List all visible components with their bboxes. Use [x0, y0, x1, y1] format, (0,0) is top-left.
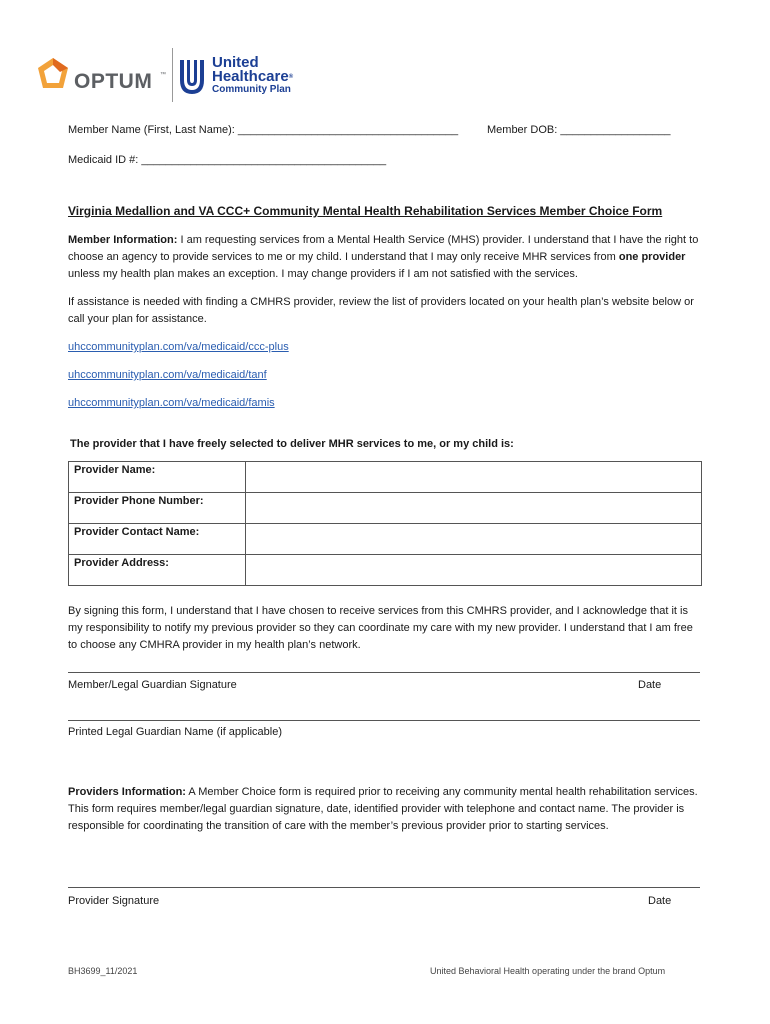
member-information-lead: Member Information: [68, 234, 178, 246]
uhc-logo-icon [178, 56, 206, 96]
provider-phone-input[interactable] [246, 493, 702, 524]
provider-date-label: Date [648, 895, 672, 907]
provider-intro: The provider that I have freely selected to deliver MHR services to me, or my child is: [70, 438, 514, 450]
optum-wordmark: OPTUM [74, 70, 153, 93]
member-signature-line[interactable] [68, 672, 700, 673]
medicaid-id-field[interactable]: Medicaid ID #: ________________________________________ [68, 154, 387, 166]
member-information-paragraph [68, 232, 702, 283]
member-name-field[interactable]: Member Name (First, Last Name): ____________________________________ [68, 124, 459, 136]
link-ccc-plus-text[interactable]: uhccommunityplan.com/va/medicaid/ccc-plus [68, 341, 289, 353]
provider-signature-label: Provider Signature [68, 895, 160, 907]
table-row [69, 493, 702, 524]
provider-contact-label: Provider Contact Name: [69, 524, 246, 555]
optum-logo-icon [36, 56, 70, 90]
uhc-name-line2: Healthcare [212, 68, 289, 85]
uhc-name-line1: United [212, 54, 259, 71]
logo-divider [172, 48, 173, 102]
provider-address-input[interactable] [246, 555, 702, 586]
provider-contact-input[interactable] [246, 524, 702, 555]
member-signature-label: Member/Legal Guardian Signature [68, 679, 237, 691]
providers-information-paragraph [68, 784, 702, 835]
printed-name-label: Printed Legal Guardian Name (if applicable) [68, 726, 283, 738]
link-famis[interactable] [68, 393, 275, 411]
form-code: BH3699_11/2021 [68, 966, 138, 976]
member-information-text2: unless my health plan makes an exception. I may change providers if I am not satisfied with the services. [68, 268, 578, 280]
provider-name-label: Provider Name: [69, 462, 246, 493]
form-title: Virginia Medallion and VA CCC+ Community Mental Health Rehabilitation Services Member Choice Form [68, 204, 663, 218]
optum-trademark: ™ [160, 72, 166, 78]
provider-phone-label: Provider Phone Number: [69, 493, 246, 524]
table-row [69, 555, 702, 586]
uhc-name-line3: Community Plan [212, 84, 291, 95]
footer-brand: United Behavioral Health operating under the brand Optum [430, 966, 666, 976]
provider-signature-line[interactable] [68, 887, 700, 888]
member-date-label: Date [638, 679, 662, 691]
link-tanf-text[interactable]: uhccommunityplan.com/va/medicaid/tanf [68, 369, 267, 381]
providers-information-lead: Providers Information: [68, 786, 186, 798]
printed-name-line[interactable] [68, 720, 700, 721]
uhc-logo [178, 54, 298, 98]
member-information-bold: one provider [618, 251, 686, 263]
link-ccc-plus[interactable] [68, 337, 289, 355]
optum-logo [36, 54, 166, 98]
provider-table [68, 461, 702, 586]
provider-address-label: Provider Address: [69, 555, 246, 586]
link-tanf[interactable] [68, 365, 267, 383]
providers-information-text: A Member Choice form is required prior to receiving any community mental health rehabilitation services. This form requires member/legal guardian signature, date, identified provider with telephone and contact name. The provider is responsible for coordinating the transition of care with the member’s previous provider prior to starting services. [68, 786, 698, 832]
link-famis-text[interactable]: uhccommunityplan.com/va/medicaid/famis [68, 397, 275, 409]
uhc-trademark: ® [288, 74, 294, 80]
assistance-paragraph: If assistance is needed with finding a CMHRS provider, review the list of providers located on your health plan’s website below or call your plan for assistance. [68, 296, 694, 325]
provider-name-input[interactable] [246, 462, 702, 493]
signing-paragraph: By signing this form, I understand that I have chosen to receive services from this CMHRS provider, and I acknowledge that it is my responsibility to notify my previous provider so they can coordinate my care with my new provider. I understand that I am free to choose any CMHRA provider in my health plan’s network. [68, 605, 693, 651]
table-row [69, 462, 702, 493]
member-dob-field[interactable]: Member DOB: __________________ [487, 124, 671, 136]
table-row [69, 524, 702, 555]
member-information-text1: I am requesting services from a Mental Health Service (MHS) provider. I understand that I have the right to choose an agency to provide services to me or my child. I understand that I may only receive MHR services from [68, 234, 699, 263]
